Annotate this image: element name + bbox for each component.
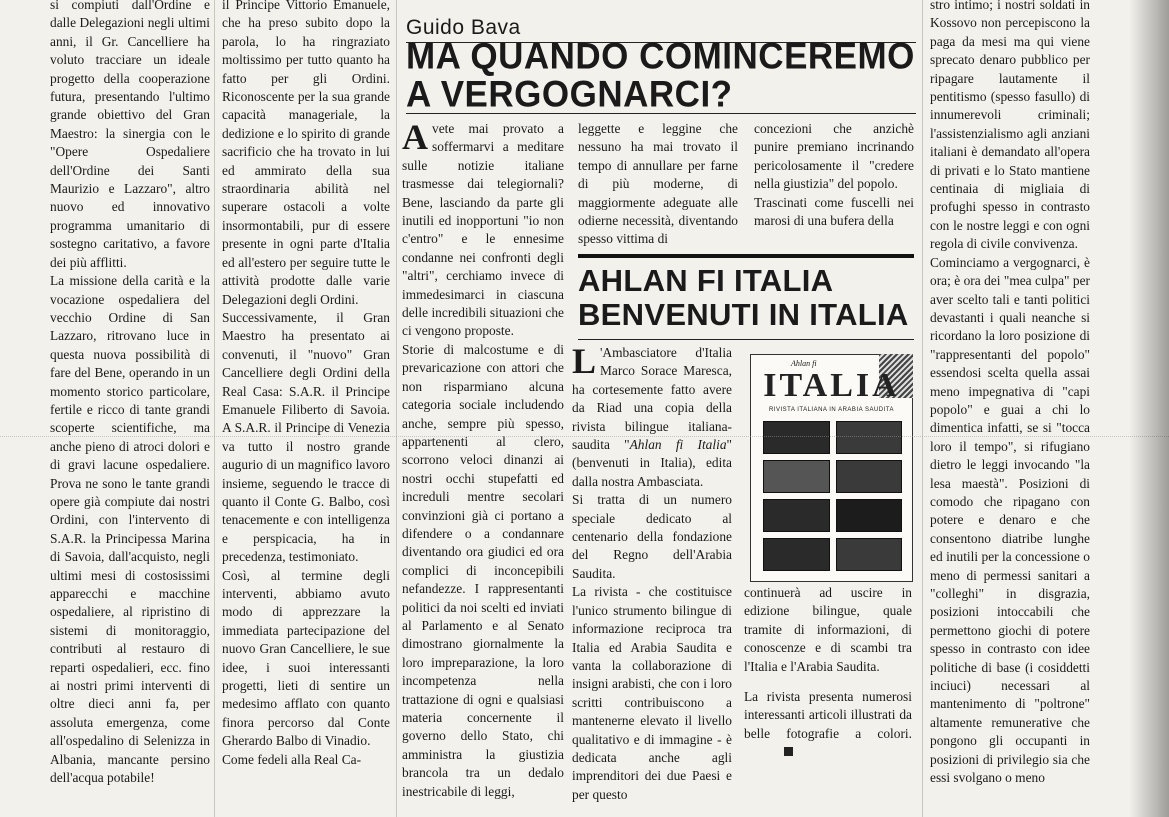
column-divider: [922, 0, 923, 817]
article-2-paragraph: La rivista - che costituisce l'unico strumento bilingue di informazione reciproca tra Italia ed Arabia Saudita e vanta la collaborazione di insigni arabisti, che con i loro scritti contribuiscono a mantenerne elevato il livello qualitativo e di immagine - è dedicata anche agli imprenditori dei due Paesi e per questo: [572, 584, 732, 802]
article-1-paragraph: Cominciamo a vergognarci, è ora; è ora dei "mea culpa" per aver scelto tali e tanti politici devastanti i quali neanche si ricordano la loro posizione di "rappresentanti del popolo" essendosi scelta quella assai meno impegnativa di "capi popolo" e guai a chi lo dimentica infatti, se si "tocca loro il tempo", si rifugiano dietro le leggi invocando "la lesa maestà". Posizioni di comodo che ripagano con potere e denaro e che consentono diatribe lunghe ed inutili per la concessione o meno di permessi sanitari a "colleghi" in disgrazia, posizioni intoccabili che permettono giochi di potere spesso in contrasto con idee politiche di base (i cosiddetti inciuci) necessari al mantenimento di "poltrone" altamente remunerative che pongono gli occupanti in posizioni di privilegio sia che essi svolgano o meno: [930, 254, 1090, 786]
column-2: [222, 0, 390, 769]
end-mark-icon: [784, 747, 793, 756]
column-divider: [214, 0, 215, 817]
article-2-column-1: [572, 344, 732, 804]
cover-subtitle: Ahlan fi: [791, 359, 817, 368]
cover-photo: [763, 460, 830, 493]
article-1-paragraph: stro intimo; i nostri soldati in Kossovo non percepiscono la paga da mesi ma qui viene sprecato denaro pubblico per ripagare lautamente il pentitismo (spesso fasullo) di innumerevoli criminali; l'assistenzialismo agli anziani italiani è demandato all'opera di privati e lo Stato mantiene centinaia di migliaia di profughi spesso in contrasto con le nostre leggi e con ogni regola di civile convivenza.: [930, 0, 1090, 252]
article-1-column-4: [930, 0, 1090, 787]
article-byline: Guido Bava: [406, 16, 521, 39]
article-headline: MA QUANDO COMINCEREMO A VERGOGNARCI?: [406, 36, 915, 115]
drop-cap: L: [572, 344, 597, 381]
column-1-paragraph: La missione della carità e la vocazione ospedaliera del vecchio Ordine di San Lazzaro, ritrovano luce in questa nuova possibilità di fare del Bene, operando in un momento storico particolare, fertile e ricco di tante grandi scoperte scientifiche, ma anche pieno di atroci dolori e di gravi lacune ospedaliere. Prova ne sono le tante grandi opere già compiute dai nostri Ordini, con l'intervento di S.A.R. la Principessa Marina di Savoia, dall'acquisto, negli ultimi mesi di costosissimi apparecchi e macchine ospedaliere, al ripristino di sistemi di monitoraggio, contributi al restauro di reparti ospedalieri, ecc. fino ai nostri primi interventi di oltre dieci anni fa, per assoluta emergenza, come all'ospedalino di Selenizza in Albania, mancante persino dell'acqua potabile!: [50, 273, 210, 786]
article-1-column-3: [754, 120, 914, 230]
magazine-cover-image: [750, 354, 913, 582]
article-2-paragraph: Si tratta di un numero speciale dedicato al centenario della fondazione del Regno dell'Arabia Saudita.: [572, 492, 732, 581]
article-1-paragraph: concezioni che anzichè punire premiano incrinando pericolosamente il "credere nella giustizia" del popolo.: [754, 121, 914, 192]
page-edge-shadow: [1129, 0, 1169, 817]
column-2-paragraph: Come fedeli alla Real Ca-: [222, 751, 362, 767]
scan-artifact: [0, 436, 1169, 437]
column-2-paragraph: il Principe Vittorio Emanuele, che ha preso subito dopo la parola, lo ha ringraziato moltissimo per tutto quanto ha fatto per gli Ordini. Riconoscente per la sua grande capacità manageriale, la dedizione e lo spirito di grande sacrificio che ha trovato in lui ed ammirato della sua straordinaria abilità nel superare ostacoli a volte insormontabili, pur di essere presente in ogni parte d'Italia ed all'estero per seguire tutte le attività prodotte dalle varie Delegazioni degli Ordini.: [222, 0, 390, 307]
article-2-paragraph: continuerà ad uscire in edizione bilingue, quale tramite di informazioni, di conoscenze e di scambi tra l'Italia e l'Arabia Saudita.: [744, 585, 912, 674]
cover-photo: [836, 421, 903, 454]
article-2-text: La rivista presenta numerosi interessanti articoli illustrati da belle fotografie a colori.: [744, 689, 912, 741]
cover-photo: [763, 538, 830, 571]
cover-photo: [836, 538, 903, 571]
article-1-column-1: [402, 120, 564, 801]
article-1-column-2: [578, 120, 738, 249]
column-2-paragraph: Così, al termine degli interventi, abbiamo avuto modo di apprezzare la immediata partecipazione del nuovo Gran Cancelliere, le sue idee, i suoi interessanti progetti, lieti di sentire un medesimo afflato con quanto finora percorso dal Conte Gherardo Balbo di Vinadio.: [222, 567, 390, 749]
article-2-text: " (benvenuti in Italia), edita dalla nostra Ambasciata.: [572, 437, 732, 489]
cover-photo: [836, 460, 903, 493]
cover-photo-grid: [763, 421, 902, 571]
headline-rule: [578, 339, 914, 340]
column-1: [50, 0, 210, 787]
cover-photo: [836, 499, 903, 532]
article-2-paragraph: [572, 344, 732, 491]
cover-photo: [763, 499, 830, 532]
magazine-name: Ahlan fi Italia: [629, 437, 727, 453]
column-2-paragraph: Successivamente, il Gran Maestro ha presentato ai convenuti, il "nuovo" Gran Cancelliere degli Ordini della Real Casa: S.A.R. il Principe Emanuele Filiberto di Savoia. A S.A.R. il Principe di Venezia va tutto il nostro grande augurio di un magnifico lavoro insieme, seguendo le tracce di quanto il Conte G. Balbo, così tenacemente e con intelligenza e perspicacia, ha in precedenza, testimoniato.: [222, 309, 390, 565]
article-1-paragraph: [402, 120, 564, 341]
headline-rule: [406, 113, 916, 114]
article-1-paragraph: leggette e leggine che nessuno ha mai trovato il tempo di annullare per farne di più moderne, di maggiormente adeguate alle odierne necessità, diventando spesso vittima di: [578, 121, 738, 247]
article-1-paragraph: Trascinati come fuscelli nei marosi di una bufera della: [754, 194, 914, 229]
article-1-paragraph: Storie di malcostume e di prevaricazione con attori che non risparmiano alcuna categoria sociale includendo anche, sempre più spesso, appartenenti al clero, scorrono veloci dinanzi ai nostri occhi stupefatti ed increduli mentre secolari convinzioni già ci portano a difendere o a condannare diventando ora giudici ed ora complici di inconcepibili nefandezze. I rappresentanti politici da noi scelti ed inviati al Parlamento e al Senato dimostrano giornalmente la loro impreparazione, la loro incompetenza nella trattazione di ogni e qualsiasi materia concernente il governo dello Stato, chi amministra la giustizia brancola tra un dedalo inestricabile di leggi,: [402, 341, 564, 799]
article-2-paragraph: [744, 688, 912, 762]
article-2-text: 'Ambasciatore d'Italia Marco Sorace Maresca, ha cortesemente fatto avere da Riad una copia della rivista bilingue italiana-saudita ": [572, 345, 732, 453]
cover-photo: [763, 421, 830, 454]
cover-tagline: RIVISTA ITALIANA IN ARABIA SAUDITA: [768, 407, 895, 413]
article-2-column-2: [744, 584, 912, 762]
section-separator: [578, 254, 914, 258]
column-divider: [396, 0, 397, 817]
article-2-headline: AHLAN FI ITALIA BENVENUTI IN ITALIA: [578, 263, 909, 332]
cover-title: ITALIA: [763, 367, 900, 404]
drop-cap: A: [402, 120, 428, 157]
column-1-paragraph: si compiuti dall'Ordine e dalle Delegazioni negli ultimi anni, il Gr. Cancelliere ha voluto tracciare un ideale progetto della cooperazione futura, presentando l'ultimo grande obiettivo del Gran Maestro: la sinergia con le "Opere Ospedaliere dell'Ordine dei Santi Maurizio e Lazzaro", altro nuovo ed innovativo programma umanitario di sostegno caritativo, a favore dei più afflitti.: [50, 0, 210, 270]
article-1-lead-text: vete mai provato a soffermarvi a meditare sulle notizie italiane trasmesse dai telegiornali? Bene, lasciando da parte gli inutili ed inopportuni "io non c'entro" e le ennesime condanne nei confronti degli "altri", cerchiamo invece di immedesimarci in ciascuna delle incredibili situazioni che ci vengono proposte.: [402, 121, 564, 339]
